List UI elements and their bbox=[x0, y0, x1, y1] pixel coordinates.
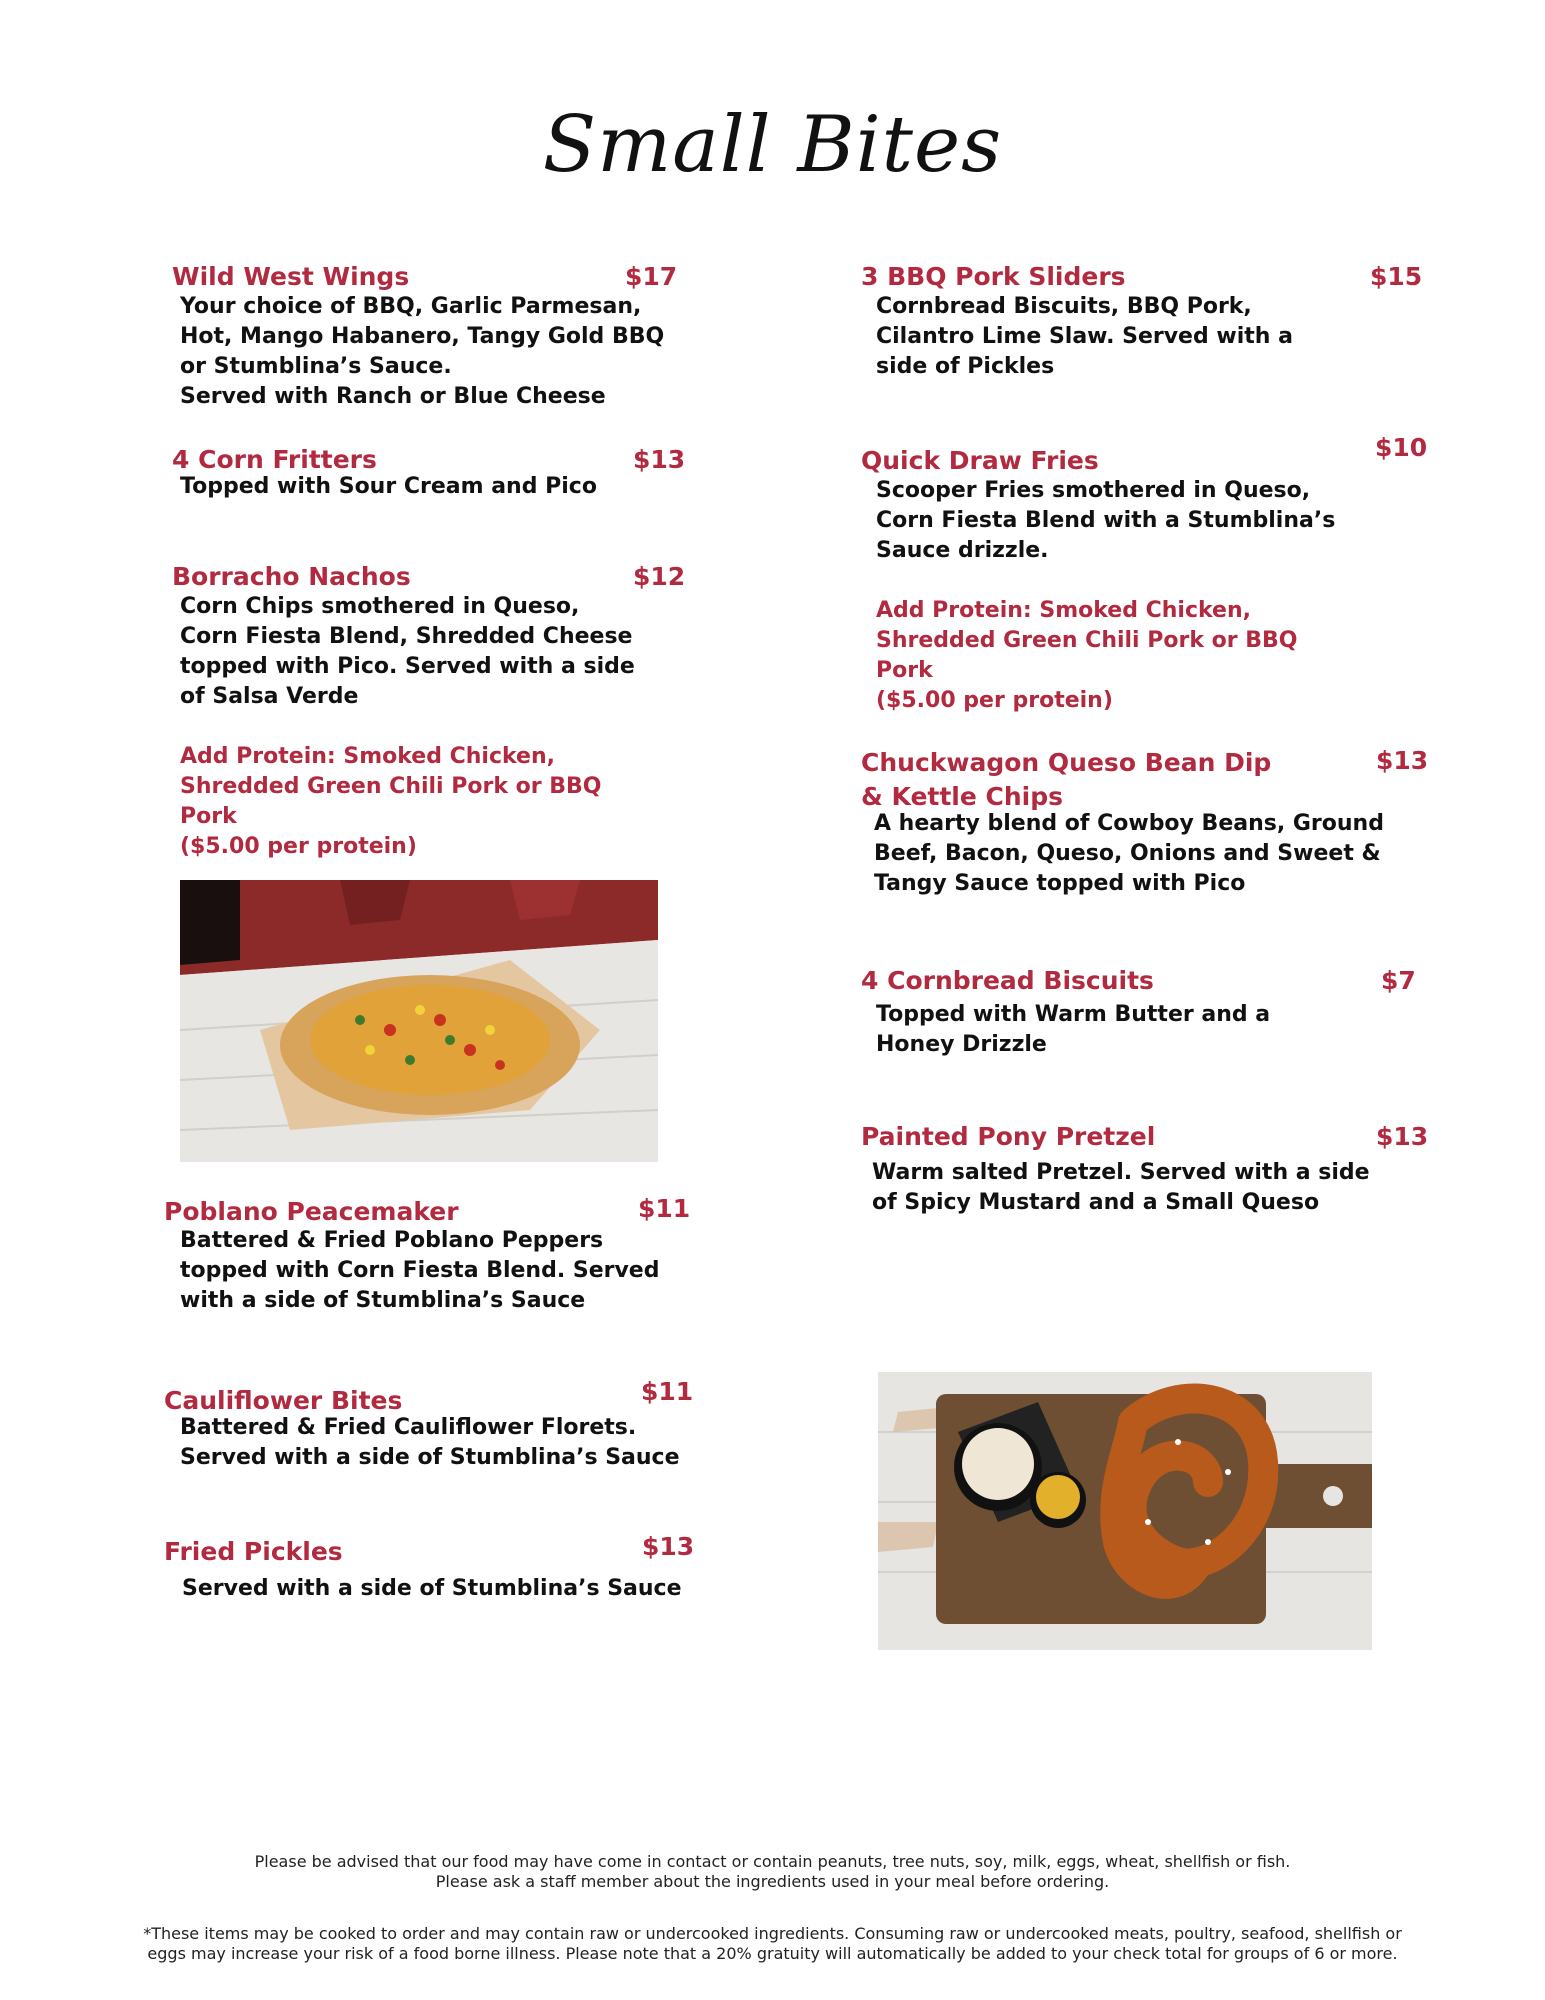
add-protein-note: Add Protein: Smoked Chicken, Shredded Green Chili Pork or BBQ Pork ($5.00 per protein) bbox=[876, 598, 1298, 713]
item-price: $13 bbox=[1376, 1122, 1429, 1151]
item-description: Served with a side of Stumblina’s Sauce bbox=[182, 1576, 682, 1601]
item-name: 4 Corn Fritters bbox=[172, 445, 377, 474]
raw-food-disclaimer: *These items may be cooked to order and may contain raw or undercooked ingredients. Consuming raw or undercooked meats, poultry, seafood, shellfish or eggs may increase your risk of a food borne illness. Please note that a 20% gratuity will automatically be added to your check total for groups of 6 or more. bbox=[143, 1924, 1402, 1963]
item-price: $12 bbox=[633, 562, 686, 591]
item-description: Topped with Sour Cream and Pico bbox=[180, 474, 597, 499]
item-name: Wild West Wings bbox=[172, 262, 410, 291]
item-price: $10 bbox=[1375, 433, 1428, 462]
item-price: $7 bbox=[1381, 966, 1416, 995]
item-price: $13 bbox=[642, 1532, 695, 1561]
item-description: Topped with Warm Butter and a Honey Drizzle bbox=[876, 1002, 1271, 1057]
item-price: $11 bbox=[641, 1377, 694, 1406]
pretzel-photo bbox=[878, 1372, 1372, 1650]
add-protein-note: Add Protein: Smoked Chicken, Shredded Green Chili Pork or BBQ Pork ($5.00 per protein) bbox=[180, 744, 602, 859]
item-description: Battered & Fried Cauliflower Florets. Served with a side of Stumblina’s Sauce bbox=[180, 1415, 680, 1470]
item-price: $13 bbox=[1376, 746, 1429, 775]
allergen-disclaimer: Please be advised that our food may have come in contact or contain peanuts, tree nuts, soy, milk, eggs, wheat, shellfish or fish. Please ask a staff member about the ingredients used in your meal before ordering. bbox=[254, 1852, 1291, 1891]
item-description: A hearty blend of Cowboy Beans, Ground Beef, Bacon, Queso, Onions and Sweet & Tangy Sauce topped with Pico bbox=[874, 811, 1384, 896]
item-description: Cornbread Biscuits, BBQ Pork, Cilantro Lime Slaw. Served with a side of Pickles bbox=[876, 294, 1293, 379]
item-name: Poblano Peacemaker bbox=[164, 1197, 459, 1226]
item-price: $17 bbox=[625, 262, 678, 291]
item-name: Cauliflower Bites bbox=[164, 1386, 403, 1415]
item-description: Battered & Fried Poblano Peppers topped with Corn Fiesta Blend. Served with a side of Stumblina’s Sauce bbox=[180, 1228, 660, 1313]
item-description: Your choice of BBQ, Garlic Parmesan, Hot, Mango Habanero, Tangy Gold BBQ or Stumblina’s Sauce. Served with Ranch or Blue Cheese bbox=[180, 294, 665, 409]
item-name: Quick Draw Fries bbox=[861, 446, 1099, 475]
item-description: Scooper Fries smothered in Queso, Corn Fiesta Blend with a Stumblina’s Sauce drizzle. bbox=[876, 478, 1336, 563]
item-price: $13 bbox=[633, 445, 686, 474]
nachos-photo bbox=[180, 880, 658, 1162]
item-name: Chuckwagon Queso Bean Dip & Kettle Chips bbox=[861, 748, 1272, 811]
page-title: Small Bites bbox=[542, 100, 1003, 190]
item-name: Fried Pickles bbox=[164, 1537, 343, 1566]
item-price: $15 bbox=[1370, 262, 1423, 291]
item-name: 4 Cornbread Biscuits bbox=[861, 966, 1154, 995]
item-description: Corn Chips smothered in Queso, Corn Fiesta Blend, Shredded Cheese topped with Pico. Served with a side of Salsa Verde bbox=[180, 594, 635, 709]
item-price: $11 bbox=[638, 1194, 691, 1223]
item-name: Painted Pony Pretzel bbox=[861, 1122, 1156, 1151]
item-name: Borracho Nachos bbox=[172, 562, 411, 591]
item-name: 3 BBQ Pork Sliders bbox=[861, 262, 1126, 291]
item-description: Warm salted Pretzel. Served with a side of Spicy Mustard and a Small Queso bbox=[872, 1160, 1370, 1215]
